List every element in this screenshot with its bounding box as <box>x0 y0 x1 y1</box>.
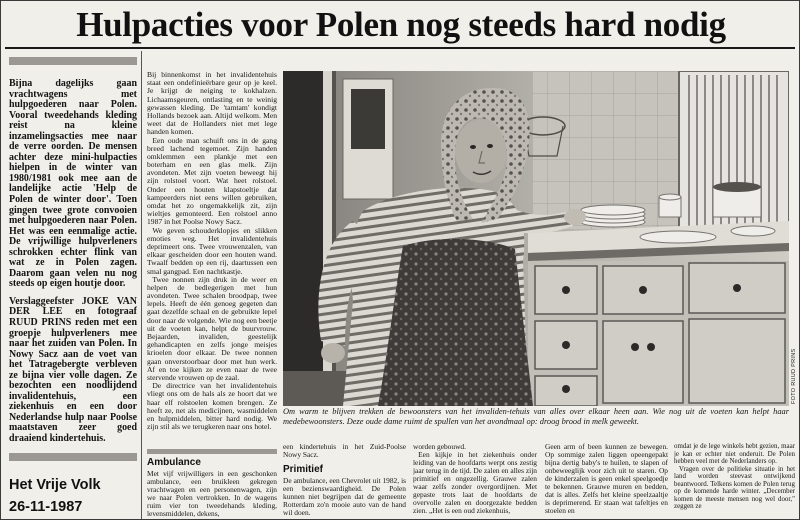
body-paragraph: een kindertehuis in het Zuid-Poolse Nowy Sacz. <box>283 443 406 459</box>
body-paragraph: Vragen over de politieke situatie in het land worden steevast ontwijkend beantwoord. Telkens komen de Polen terug op de komende harde winter. „December komen de meeste mensen nog wel door," zeggen ze <box>674 464 795 510</box>
body-paragraph: omdat je de lege winkels hebt gezien, maar je kan er echter niet onderuit. De Polen hebben veel met de Nederlanders op. <box>674 443 795 465</box>
headline-rule <box>5 47 795 49</box>
bottom-column-3 <box>545 443 668 519</box>
body-paragraph: Met vijf vrijwilligers in een geschonken ambulance, een bruikleen gekregen vrachtwagen en een personenwagen, zijn we naar Polen vertrokken. In de wagens ruim vier ton tweedehands kleding, levensmiddelen, dekens, <box>147 470 277 518</box>
body-paragraph: Twee nonnen zijn druk in de weer en helpen de bedlegerigen met hun avondeten. Twee schalen broodpap, twee lepels. Heeft de één genoeg gegeten dan gaat dezelfde schaal en de gebruikte lepel door naar de volgende. Wie nog een beetje uit de voeten kan, helpt de buurvrouw. Bejaarden, invaliden, geestelijk gehandicapten en zelfs jonge meisjes krioelen door elkaar. De twee nonnen gaan onverstoorbaar door met hun werk. Af en toe kijken ze even naar de twee stervende vrouwen op de zaal. <box>147 274 277 382</box>
bottom-column-1 <box>283 443 406 519</box>
subheading-ambulance: Ambulance <box>147 457 201 468</box>
headline: Hulpacties voor Polen nog steeds hard nodig <box>76 5 726 44</box>
intro-paragraph: Bijna dagelijks gaan vrachtwagens met hulpgoederen naar Polen. Vooral tweedehands kleding reist na kleine inzamelingsacties mee naar de verre oorden. De mensen achter deze mini-hulpacties hielpen in de winter van 1980/1981 ook mee aan de landelijke actie 'Help de Polen de winter door'. Toen gingen twee grote convooien met hulpgoederen naar Polen. Het was een eenmalige actie. De vrijwillige hulpverleners schrokken echter flink van wat ze in Polen zagen. Daarom gaan velen nu nog steeds op eigen houtje door. <box>9 79 137 290</box>
body-paragraph: De ambulance, een Chevrolet uit 1982, is een bezienswaardigheid. De Polen kunnen niet begrijpen dat de gemeente Rotterdam zo'n mooie auto van de hand wil doen. <box>283 475 406 517</box>
bottom-column-4 <box>674 443 795 519</box>
publication-date: 26-11-1987 <box>9 499 83 515</box>
ambulance-text <box>147 470 277 519</box>
caption-text: Om warm te blijven trekken de bewoonsters van het invaliden-tehuis van alles over elkaar heen aan. Wie nog uit de voeten kan helpt haar medebewoonsters. Deze oude dame ruimt de spullen van het avondmaal op: droog brood in melk geweekt. <box>283 407 789 426</box>
photo-illustration <box>283 71 789 406</box>
photo-credit: FOTO RUUD PRINS <box>791 348 797 404</box>
body-paragraph: De directrice van het invalidentehuis vliegt ons om de hals als ze hoort dat we haar elf rolstoelen komen brengen. Ze heeft ze, net als medicijnen, wasmiddelen en hulpmiddelen, bitter hard nodig. We zijn stil als we terugkeren naar ons hotel. <box>147 381 277 432</box>
body-paragraph: worden gebouwd. <box>413 443 466 451</box>
subheading-bar <box>147 449 277 454</box>
source-bar <box>9 453 137 461</box>
body-paragraph: Bij binnenkomst in het invalidentehuis staat een ondefinieërbare geur op je keel. Je krijgt de neiging te kokhalzen. Lichaamsgeuren, ontlasting en te weinig gewassen kleding. De 'tamtam' kondigt Hollands bezoek aan. Altijd welkom. Men weet dat de Hollanders niet met lege handen komen. <box>147 71 277 137</box>
body-paragraph: We geven schouderklopjes en slikken emoties weg. Het invalidentehuis deprimeert ons. Twee vrouwenzalen, van elkaar gescheiden door een houten wand. Twaalf bedden op een rij, daartussen een smal gangpad. Een nachtkastje. <box>147 225 277 276</box>
intro-column <box>9 79 137 445</box>
body-paragraph: Geen arm of been kunnen ze bewegen. Op sommige zalen liggen opeengepakt bijna dertig baby's te huilen, te slapen of onbeweeglijk voor zich uit te staren. Op de kinderzalen is geen enkel speelgoedje te bekennen. Grauwe muren en bedden, dat is alles. Zelfs het kleine speelzaaltje is deprimerend. Er staan wat tafeltjes en stoelen en <box>545 443 668 515</box>
intro-paragraph: Verslaggeefster JOKE VAN DER LEE en fotograaf RUUD PRINS reden met een groepje hulpverleners mee naar het zuiden van Polen. In Nowy Sacz aan de voet van het Tatragebergte verbleven ze bijna vier volle dagen. Ze bezochten een noodlijdend invalidentehuis, een ziekenhuis en een door Nederlandse hulp naar Poolse maatstaven zeer goed draaiend kindertehuis. <box>9 295 137 444</box>
bottom-column-2 <box>413 443 537 519</box>
body-paragraph: Een kijkje in het ziekenhuis onder leiding van de hoofdarts werpt ons zestig jaar terug in de tijd. De zalen en alles zijn primitief en ongezellig. Grauwe zalen waar zelfs zonder overgordijnen. Met gepaste trots laat de hoofdarts de overvolle zalen en doorgezakte bedden zien. „Het is een oud ziekenhuis, <box>413 449 537 515</box>
publication-name: Het Vrije Volk <box>9 477 101 493</box>
subheading-primitief: Primitief <box>283 463 323 475</box>
intro-top-bar <box>9 57 137 65</box>
column-divider <box>141 51 142 519</box>
photo-elderly-woman-kitchen <box>283 71 789 406</box>
body-paragraph: Een oude man schuift ons in de gang breed lachend tegemoet. Zijn handen omklemmen een plankje met een boterham en een glas melk. Zijn avondeten. Met zijn voeten beweegt hij zijn rolstoel voort. Wat heet rolstoel. Onder een houten klapstoeltje dat kampeerders niet eens willen gebruiken, omdat het zo ongemakkelijk zit, zijn wieltjes gemonteerd. Een rolstoel anno 1987 in het Poolse Nowy Sacz. <box>147 135 277 227</box>
photo-caption <box>283 407 789 433</box>
body-column <box>147 71 277 447</box>
